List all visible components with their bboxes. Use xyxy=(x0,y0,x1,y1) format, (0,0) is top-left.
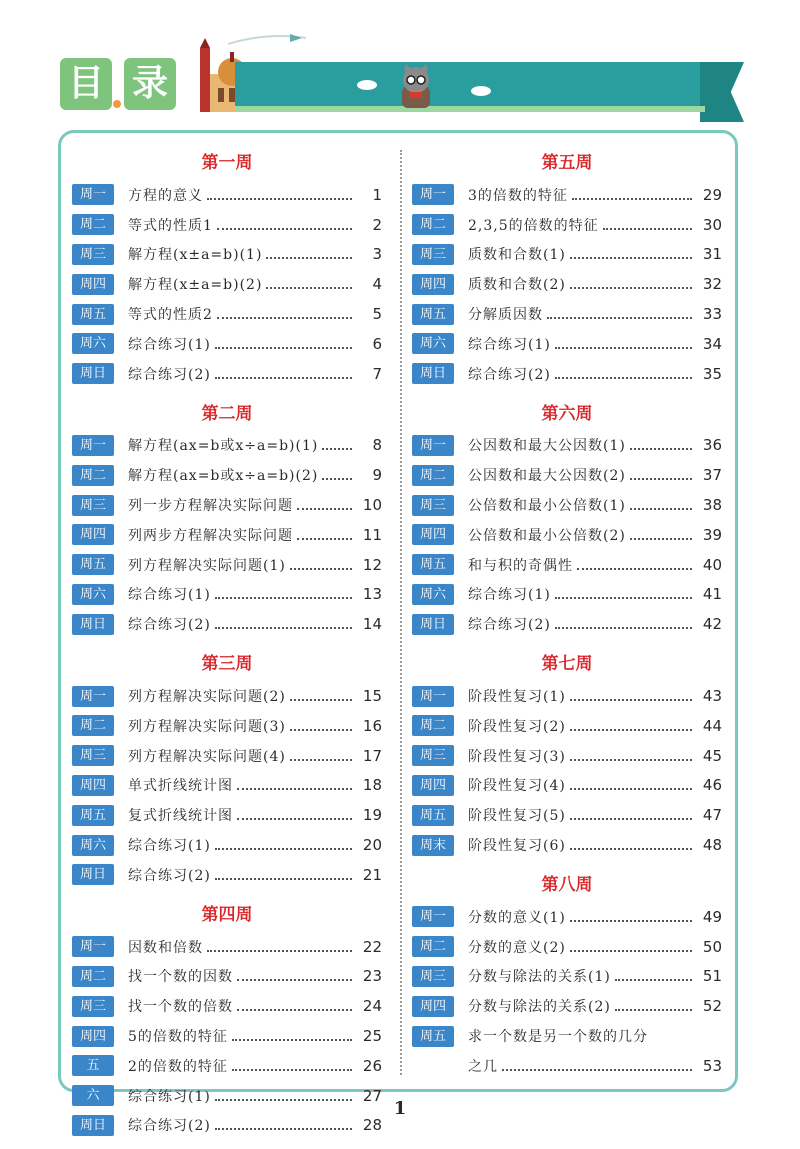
toc-entry[interactable] xyxy=(412,711,722,741)
page-ref: 31 xyxy=(702,245,722,264)
day-badge: 周三 xyxy=(412,966,454,987)
dot-leader xyxy=(570,759,692,761)
page-ref: 29 xyxy=(702,185,722,204)
day-badge: 周三 xyxy=(72,996,114,1017)
toc-right-column xyxy=(412,148,722,1081)
entry-title: 综合练习(1) xyxy=(128,336,211,353)
entry-title: 列方程解决实际问题(2) xyxy=(128,689,286,706)
toc-entry[interactable] xyxy=(72,431,382,461)
toc-entry[interactable] xyxy=(412,741,722,771)
page-ref: 42 xyxy=(702,615,722,634)
toc-entry[interactable] xyxy=(412,902,722,932)
title-char-mu: 目 xyxy=(60,58,112,110)
page-ref: 21 xyxy=(362,865,382,884)
dot-leader xyxy=(570,818,692,820)
dot-leader xyxy=(322,478,352,480)
day-badge: 周三 xyxy=(412,495,454,516)
day-badge: 周六 xyxy=(72,333,114,354)
dot-leader xyxy=(290,759,352,761)
day-badge: 周二 xyxy=(412,715,454,736)
entry-title: 综合练习(2) xyxy=(128,617,211,634)
cloud-icon xyxy=(470,84,492,96)
day-badge: 周一 xyxy=(412,686,454,707)
page-number: 1 xyxy=(393,1098,407,1119)
entry-title: 分数与除法的关系(2) xyxy=(468,999,611,1016)
day-badge: 周四 xyxy=(412,996,454,1017)
day-badge: 周五 xyxy=(412,805,454,826)
day-badge: 周二 xyxy=(72,214,114,235)
title-char-lu: 录 xyxy=(124,58,176,110)
entry-title: 分数的意义(1) xyxy=(468,909,566,926)
entry-title: 质数和合数(1) xyxy=(468,247,566,264)
day-badge: 周日 xyxy=(412,614,454,635)
entry-title: 5的倍数的特征 xyxy=(128,1029,228,1046)
day-badge: 周六 xyxy=(72,584,114,605)
page-ref: 25 xyxy=(362,1027,382,1046)
day-badge: 周四 xyxy=(412,524,454,545)
entry-title: 分数的意义(2) xyxy=(468,939,566,956)
week-title: 第三周 xyxy=(201,654,253,675)
entry-title: 列两步方程解决实际问题 xyxy=(128,527,293,544)
entry-title: 阶段性复习(1) xyxy=(468,689,566,706)
dot-leader xyxy=(237,818,352,820)
entry-title: 综合练习(1) xyxy=(468,587,551,604)
entry-title: 分数与除法的关系(1) xyxy=(468,969,611,986)
page-ref: 44 xyxy=(702,716,722,735)
dot-leader xyxy=(570,848,692,850)
page-ref: 50 xyxy=(702,937,722,956)
page-ref: 27 xyxy=(362,1086,382,1105)
toc-entry[interactable] xyxy=(412,550,722,580)
toc-entry[interactable] xyxy=(72,609,382,639)
page-ref: 17 xyxy=(362,746,382,765)
week-title: 第七周 xyxy=(541,654,593,675)
toc-entry[interactable] xyxy=(72,681,382,711)
dot-leader xyxy=(207,950,352,952)
dot-leader xyxy=(217,228,352,230)
page-ref: 11 xyxy=(362,525,382,544)
day-badge: 五 xyxy=(72,1055,114,1076)
day-badge: 周六 xyxy=(412,584,454,605)
week-title: 第五周 xyxy=(541,153,593,173)
dot-leader xyxy=(570,287,692,289)
entry-title: 之几 xyxy=(468,1058,498,1075)
dot-leader xyxy=(630,508,692,510)
day-badge: 周二 xyxy=(72,715,114,736)
toc-entry[interactable] xyxy=(412,329,722,359)
toc-entry[interactable] xyxy=(72,550,382,580)
page-ref: 4 xyxy=(372,275,382,294)
day-badge: 周四 xyxy=(72,1026,114,1047)
dot-leader xyxy=(555,627,692,629)
entry-title: 解方程(ax=b或x÷a=b)(2) xyxy=(128,468,319,485)
day-badge: 周四 xyxy=(412,274,454,295)
toc-entry[interactable] xyxy=(72,1021,382,1051)
day-badge: 周五 xyxy=(72,805,114,826)
entry-title: 2的倍数的特征 xyxy=(128,1058,228,1075)
day-badge: 周一 xyxy=(412,435,454,456)
day-badge: 周三 xyxy=(72,745,114,766)
week-title: 第六周 xyxy=(541,403,593,424)
day-badge: 周一 xyxy=(72,184,114,205)
dot-leader xyxy=(570,788,692,790)
page-ref: 34 xyxy=(702,334,722,353)
page-ref: 5 xyxy=(372,305,382,324)
day-badge: 周一 xyxy=(72,435,114,456)
ribbon-tail xyxy=(700,62,744,122)
entry-title: 2,3,5的倍数的特征 xyxy=(468,217,599,234)
entry-title: 公倍数和最小公倍数(2) xyxy=(468,527,626,544)
page-ref: 16 xyxy=(362,716,382,735)
toc-entry[interactable] xyxy=(72,800,382,830)
entry-title: 方程的意义 xyxy=(128,187,203,204)
dot-leader xyxy=(237,979,352,981)
toc-entry[interactable] xyxy=(412,210,722,240)
page-ref: 39 xyxy=(702,525,722,544)
page-ref: 18 xyxy=(362,776,382,795)
page-ref: 33 xyxy=(702,305,722,324)
entry-title: 综合练习(2) xyxy=(128,366,211,383)
entry-title: 解方程(ax=b或x÷a=b)(1) xyxy=(128,438,319,455)
day-badge: 周五 xyxy=(412,1026,454,1047)
dot-leader xyxy=(215,848,352,850)
entry-title: 列一步方程解决实际问题 xyxy=(128,498,293,515)
dot-leader xyxy=(502,1069,692,1071)
day-badge: 周一 xyxy=(72,936,114,957)
day-badge: 周日 xyxy=(412,363,454,384)
page-ref: 9 xyxy=(372,466,382,485)
dot-leader xyxy=(577,568,692,570)
day-badge: 周三 xyxy=(72,244,114,265)
page-ref: 51 xyxy=(702,967,722,986)
dot-leader xyxy=(547,317,692,319)
entry-title: 找一个数的倍数 xyxy=(128,999,233,1016)
dot-leader xyxy=(232,1069,352,1071)
day-badge: 周二 xyxy=(72,966,114,987)
toc-entry[interactable] xyxy=(412,269,722,299)
entry-title: 阶段性复习(6) xyxy=(468,838,566,855)
toc-entry[interactable] xyxy=(412,991,722,1021)
dot-leader xyxy=(266,257,352,259)
entry-title: 列方程解决实际问题(1) xyxy=(128,557,286,574)
page-ref: 26 xyxy=(362,1056,382,1075)
entry-title: 综合练习(1) xyxy=(468,336,551,353)
dot-leader xyxy=(290,729,352,731)
dot-leader xyxy=(215,627,352,629)
toc-entry[interactable] xyxy=(412,609,722,639)
entry-title: 找一个数的因数 xyxy=(128,969,233,986)
column-divider xyxy=(400,150,402,1075)
toc-entry[interactable] xyxy=(412,681,722,711)
entry-title: 阶段性复习(5) xyxy=(468,808,566,825)
day-badge: 周日 xyxy=(72,1115,114,1136)
dot-leader xyxy=(630,448,692,450)
dot-leader xyxy=(215,1128,352,1130)
dot-leader xyxy=(555,377,692,379)
toc-entry[interactable] xyxy=(412,771,722,801)
dot-leader xyxy=(555,347,692,349)
day-badge: 周二 xyxy=(412,465,454,486)
dot-leader xyxy=(572,198,692,200)
dot-leader xyxy=(570,729,692,731)
toc-entry[interactable] xyxy=(412,490,722,520)
toc-entry[interactable] xyxy=(72,991,382,1021)
toc-entry[interactable] xyxy=(412,1021,722,1051)
ribbon-stripe xyxy=(235,106,705,112)
toc-entry[interactable] xyxy=(412,800,722,830)
cloud-icon xyxy=(356,78,378,90)
day-badge: 周三 xyxy=(412,745,454,766)
page-ref: 30 xyxy=(702,215,722,234)
toc-entry[interactable] xyxy=(72,962,382,992)
entry-title: 求一个数是另一个数的几分 xyxy=(468,1029,648,1046)
dot-leader xyxy=(237,1009,352,1011)
entry-title: 综合练习(2) xyxy=(468,366,551,383)
toc-entry[interactable] xyxy=(72,490,382,520)
toc-left-column xyxy=(72,148,382,1140)
week-title: 第二周 xyxy=(201,403,253,424)
toc-entry[interactable] xyxy=(412,520,722,550)
toc-entry[interactable] xyxy=(72,580,382,610)
header xyxy=(0,0,800,140)
toc-entry[interactable] xyxy=(72,932,382,962)
entry-title: 和与积的奇偶性 xyxy=(468,557,573,574)
entry-title: 列方程解决实际问题(4) xyxy=(128,748,286,765)
dot-leader xyxy=(297,538,352,540)
title-dot xyxy=(113,100,121,108)
dot-leader xyxy=(570,950,692,952)
day-badge: 周日 xyxy=(72,363,114,384)
page-ref: 47 xyxy=(702,806,722,825)
entry-title: 综合练习(2) xyxy=(128,1118,211,1135)
page-ref: 19 xyxy=(362,806,382,825)
toc-entry[interactable] xyxy=(412,359,722,389)
dot-leader xyxy=(615,1009,692,1011)
dot-leader xyxy=(217,317,352,319)
page-ref: 35 xyxy=(702,364,722,383)
page-ref: 24 xyxy=(362,997,382,1016)
day-badge: 周日 xyxy=(72,864,114,885)
dot-leader xyxy=(322,448,352,450)
page-ref: 23 xyxy=(362,967,382,986)
toc-entry[interactable] xyxy=(412,180,722,210)
page-ref: 52 xyxy=(702,997,722,1016)
day-badge: 六 xyxy=(72,1085,114,1106)
entry-title: 等式的性质2 xyxy=(128,307,213,324)
week-title: 第四周 xyxy=(201,904,253,925)
day-badge: 周六 xyxy=(412,333,454,354)
toc-entry[interactable] xyxy=(412,580,722,610)
page-ref: 20 xyxy=(362,836,382,855)
day-badge: 周四 xyxy=(72,775,114,796)
entry-title: 解方程(x±a=b)(1) xyxy=(128,247,263,264)
entry-title: 等式的性质1 xyxy=(128,217,213,234)
entry-title: 阶段性复习(3) xyxy=(468,748,566,765)
toc-entry[interactable] xyxy=(72,460,382,490)
day-badge: 周三 xyxy=(72,495,114,516)
entry-title: 因数和倍数 xyxy=(128,939,203,956)
cat-mascot-icon xyxy=(392,64,440,110)
toc-entry[interactable] xyxy=(72,711,382,741)
day-badge: 周四 xyxy=(72,274,114,295)
dot-leader xyxy=(570,699,692,701)
entry-title: 复式折线统计图 xyxy=(128,808,233,825)
dot-leader xyxy=(215,347,352,349)
day-badge: 周四 xyxy=(72,524,114,545)
page-ref: 38 xyxy=(702,496,722,515)
entry-title: 综合练习(1) xyxy=(128,587,211,604)
plane-icon xyxy=(228,30,308,50)
day-badge: 周一 xyxy=(412,906,454,927)
toc-entry[interactable] xyxy=(72,520,382,550)
week-title: 第八周 xyxy=(541,874,593,895)
day-badge: 周三 xyxy=(412,244,454,265)
day-badge: 周一 xyxy=(412,184,454,205)
day-badge: 周二 xyxy=(412,214,454,235)
page-ref: 13 xyxy=(362,585,382,604)
day-badge: 周二 xyxy=(412,936,454,957)
toc-entry-continuation[interactable] xyxy=(412,1051,722,1081)
page-ref: 43 xyxy=(702,687,722,706)
page-ref: 15 xyxy=(362,687,382,706)
dot-leader xyxy=(266,287,352,289)
page-ref: 6 xyxy=(372,334,382,353)
toc-entry[interactable] xyxy=(72,240,382,270)
dot-leader xyxy=(603,228,692,230)
dot-leader xyxy=(215,878,352,880)
page-ref: 8 xyxy=(372,436,382,455)
day-badge: 周五 xyxy=(72,304,114,325)
entry-title: 分解质因数 xyxy=(468,307,543,324)
toc-entry[interactable] xyxy=(72,1051,382,1081)
dot-leader xyxy=(555,597,692,599)
page-ref: 46 xyxy=(702,776,722,795)
toc-entry[interactable] xyxy=(412,240,722,270)
page-ref: 49 xyxy=(702,907,722,926)
page-ref: 36 xyxy=(702,436,722,455)
day-badge: 周五 xyxy=(72,554,114,575)
dot-leader xyxy=(570,257,692,259)
entry-title: 质数和合数(2) xyxy=(468,277,566,294)
dot-leader xyxy=(630,538,692,540)
page-ref: 3 xyxy=(372,245,382,264)
entry-title: 列方程解决实际问题(3) xyxy=(128,718,286,735)
page-ref: 14 xyxy=(362,615,382,634)
toc-entry[interactable] xyxy=(412,460,722,490)
dot-leader xyxy=(232,1039,352,1041)
page-ref: 1 xyxy=(372,185,382,204)
page-ref: 45 xyxy=(702,746,722,765)
entry-title: 公因数和最大公因数(1) xyxy=(468,438,626,455)
toc-entry[interactable] xyxy=(72,180,382,210)
dot-leader xyxy=(615,979,692,981)
entry-title: 阶段性复习(4) xyxy=(468,778,566,795)
toc-entry[interactable] xyxy=(412,431,722,461)
toc-entry[interactable] xyxy=(72,830,382,860)
toc-entry[interactable] xyxy=(72,741,382,771)
entry-title: 3的倍数的特征 xyxy=(468,187,568,204)
dot-leader xyxy=(237,788,352,790)
day-badge: 周六 xyxy=(72,835,114,856)
toc-entry[interactable] xyxy=(72,771,382,801)
entry-title: 公因数和最大公因数(2) xyxy=(468,468,626,485)
entry-title: 解方程(x±a=b)(2) xyxy=(128,277,263,294)
entry-title: 综合练习(1) xyxy=(128,838,211,855)
week-title: 第一周 xyxy=(201,153,253,173)
day-badge: 周一 xyxy=(72,686,114,707)
dot-leader xyxy=(207,198,352,200)
dot-leader xyxy=(215,597,352,599)
page-ref: 28 xyxy=(362,1116,382,1135)
page-ref: 40 xyxy=(702,555,722,574)
page-ref: 37 xyxy=(702,466,722,485)
toc-entry[interactable] xyxy=(412,299,722,329)
toc-entry[interactable] xyxy=(72,860,382,890)
day-badge: 周四 xyxy=(412,775,454,796)
page-ref: 32 xyxy=(702,275,722,294)
toc-entry[interactable] xyxy=(72,299,382,329)
toc-entry[interactable] xyxy=(72,210,382,240)
day-badge: 周末 xyxy=(412,835,454,856)
day-badge: 周二 xyxy=(72,465,114,486)
dot-leader xyxy=(297,508,352,510)
dot-leader xyxy=(215,377,352,379)
entry-title: 综合练习(2) xyxy=(128,867,211,884)
dot-leader xyxy=(290,699,352,701)
entry-title: 阶段性复习(2) xyxy=(468,718,566,735)
day-badge: 周五 xyxy=(412,554,454,575)
page-ref: 22 xyxy=(362,937,382,956)
page-ref: 48 xyxy=(702,836,722,855)
day-badge: 周日 xyxy=(72,614,114,635)
toc-entry[interactable] xyxy=(412,932,722,962)
day-badge: 周五 xyxy=(412,304,454,325)
toc-entry[interactable] xyxy=(72,359,382,389)
page-ref: 2 xyxy=(372,215,382,234)
toc-entry[interactable] xyxy=(72,269,382,299)
toc-entry[interactable] xyxy=(412,962,722,992)
entry-title: 单式折线统计图 xyxy=(128,778,233,795)
page-ref: 41 xyxy=(702,585,722,604)
toc-entry[interactable] xyxy=(72,329,382,359)
entry-title: 综合练习(1) xyxy=(128,1088,211,1105)
page-ref: 53 xyxy=(702,1056,722,1075)
page-ref: 7 xyxy=(372,364,382,383)
page-ref: 12 xyxy=(362,555,382,574)
entry-title: 公倍数和最小公倍数(1) xyxy=(468,498,626,515)
page-ref: 10 xyxy=(362,496,382,515)
toc-entry[interactable] xyxy=(412,830,722,860)
dot-leader xyxy=(630,478,692,480)
entry-title: 综合练习(2) xyxy=(468,617,551,634)
dot-leader xyxy=(570,920,692,922)
dot-leader xyxy=(290,568,352,570)
